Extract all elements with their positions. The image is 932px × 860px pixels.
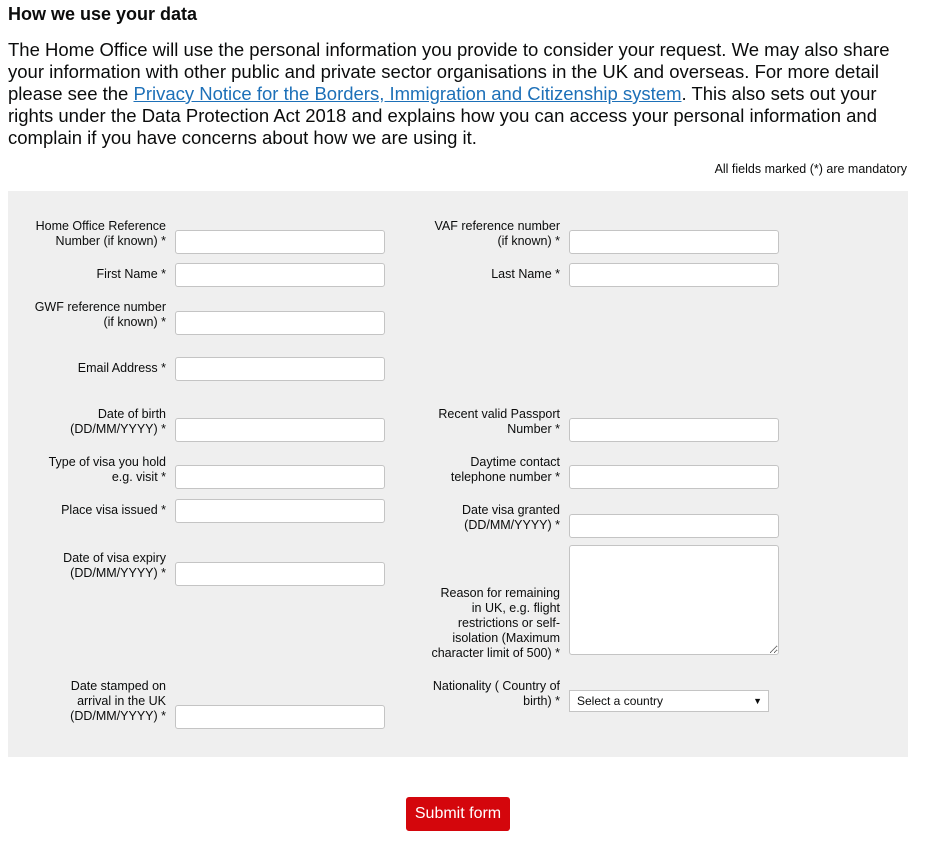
privacy-notice-link[interactable]: Privacy Notice for the Borders, Immigration and Citizenship system bbox=[133, 83, 682, 104]
email-input[interactable] bbox=[175, 357, 385, 381]
passport-number-label: Recent valid Passport Number * bbox=[438, 407, 560, 436]
intro-paragraph bbox=[8, 39, 908, 149]
email-label: Email Address * bbox=[77, 361, 166, 375]
date-visa-expiry-label: Date of visa expiry (DD/MM/YYYY) * bbox=[63, 551, 166, 580]
first-name-input[interactable] bbox=[175, 263, 385, 287]
vaf-reference-input[interactable] bbox=[569, 230, 779, 254]
reason-label: Reason for remaining in UK, e.g. flight restrictions or self- isolation (Maximum character limit of 500) * bbox=[431, 586, 560, 660]
passport-number-input[interactable] bbox=[569, 418, 779, 442]
visa-type-input[interactable] bbox=[175, 465, 385, 489]
request-form bbox=[8, 191, 908, 757]
place-visa-issued-label: Place visa issued * bbox=[61, 503, 166, 517]
nationality-label: Nationality ( Country of birth) * bbox=[432, 679, 560, 708]
gwf-reference-input[interactable] bbox=[175, 311, 385, 335]
mandatory-note: All fields marked (*) are mandatory bbox=[714, 162, 907, 176]
date-stamped-label: Date stamped on arrival in the UK (DD/MM/YYYY) * bbox=[70, 679, 166, 723]
nationality-select[interactable] bbox=[569, 690, 769, 712]
date-of-birth-label: Date of birth (DD/MM/YYYY) * bbox=[70, 407, 166, 436]
nationality-selected-value: Select a country bbox=[577, 694, 664, 708]
intro-text-end: . This also sets out your rights under the Data Protection Act 2018 and explains how you can access your personal information and complain if you have concerns about how we are using it. bbox=[8, 83, 877, 148]
date-visa-granted-label: Date visa granted (DD/MM/YYYY) * bbox=[462, 503, 560, 532]
vaf-reference-label: VAF reference number (if known) * bbox=[434, 219, 560, 248]
intro-text-start: The Home Office will use the personal information you provide to consider your request. We may also share your information with other public and private sector organisations in the UK and overseas. For more detail please see the bbox=[8, 39, 890, 104]
daytime-phone-input[interactable] bbox=[569, 465, 779, 489]
date-stamped-input[interactable] bbox=[175, 705, 385, 729]
date-visa-expiry-input[interactable] bbox=[175, 562, 385, 586]
date-visa-granted-input[interactable] bbox=[569, 514, 779, 538]
submit-button[interactable]: Submit form bbox=[406, 797, 510, 831]
visa-type-label: Type of visa you hold e.g. visit * bbox=[48, 455, 166, 484]
date-of-birth-input[interactable] bbox=[175, 418, 385, 442]
place-visa-issued-input[interactable] bbox=[175, 499, 385, 523]
reason-textarea[interactable] bbox=[569, 545, 779, 655]
chevron-down-icon: ▼ bbox=[753, 696, 762, 706]
last-name-input[interactable] bbox=[569, 263, 779, 287]
page-heading: How we use your data bbox=[8, 4, 198, 24]
ho-reference-input[interactable] bbox=[175, 230, 385, 254]
last-name-label: Last Name * bbox=[491, 267, 560, 281]
ho-reference-label: Home Office Reference Number (if known) * bbox=[35, 219, 166, 248]
first-name-label: First Name * bbox=[96, 267, 166, 281]
gwf-reference-label: GWF reference number (if known) * bbox=[34, 300, 166, 329]
daytime-phone-label: Daytime contact telephone number * bbox=[450, 455, 560, 484]
